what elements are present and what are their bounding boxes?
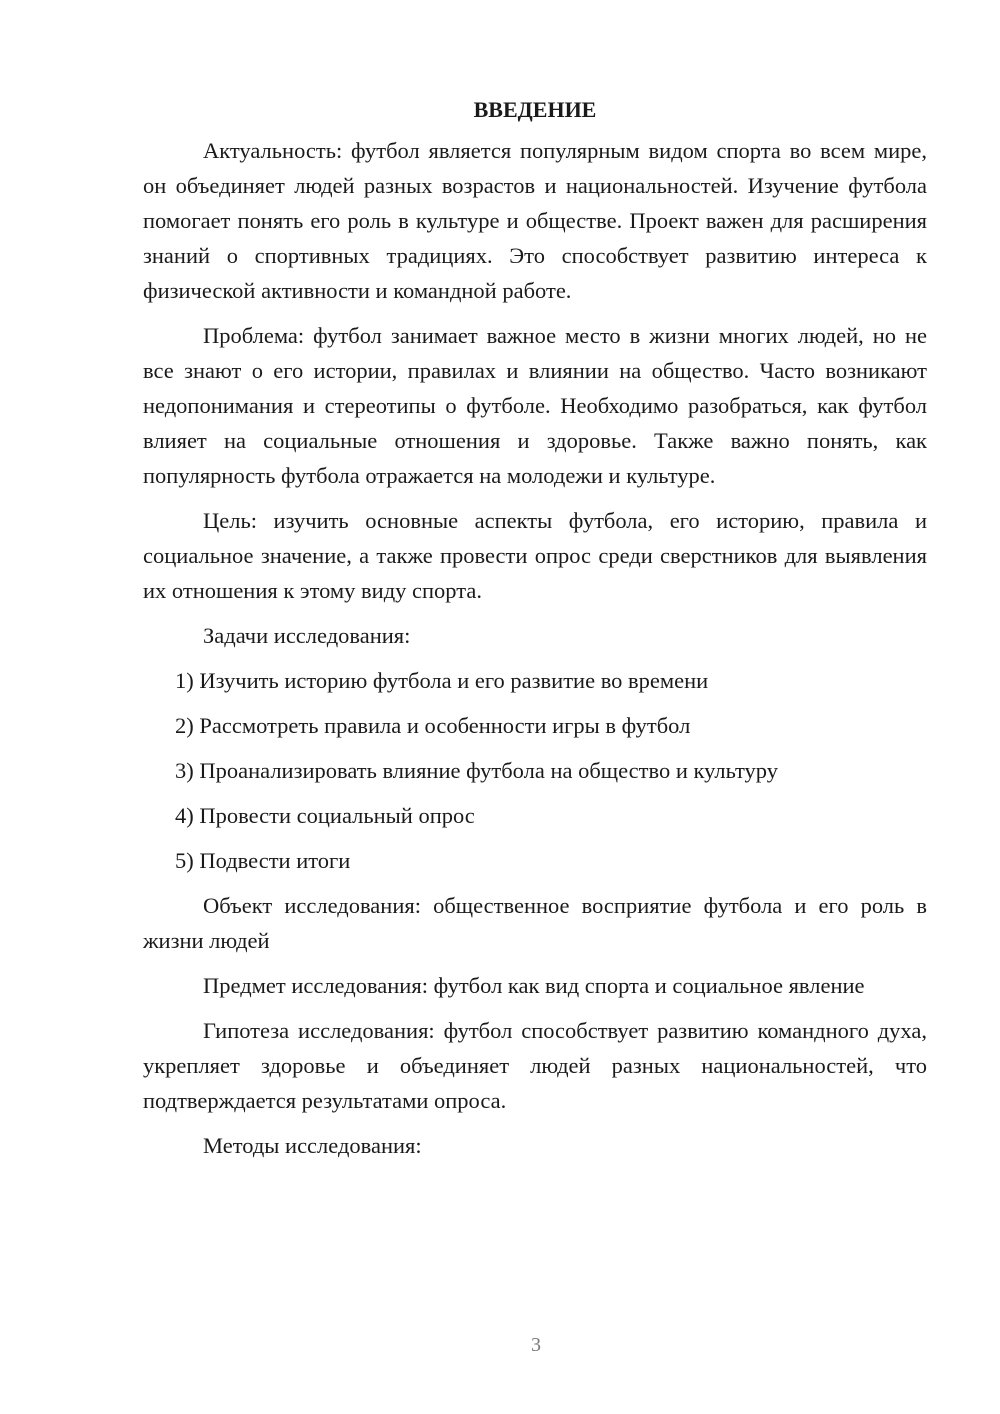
document-page	[143, 92, 927, 1173]
page-number: 3	[531, 1334, 541, 1356]
list-item: 5) Подвести итоги	[175, 848, 351, 873]
list-item: 1) Изучить историю футбола и его развитие во времени	[175, 668, 709, 693]
paragraph-object: Объект исследования: общественное восприятие футбола и его роль в жизни людей	[143, 893, 927, 953]
list-item: 3) Проанализировать влияние футбола на общество и культуру	[175, 758, 779, 783]
paragraph-subject: Предмет исследования: футбол как вид спорта и социальное явление	[203, 973, 865, 998]
paragraph-goal: Цель: изучить основные аспекты футбола, его историю, правила и социальное значение, а также провести опрос среди сверстников для выявления их отношения к этому виду спорта.	[143, 508, 927, 603]
methods-heading: Методы исследования:	[203, 1133, 422, 1158]
paragraph-problem: Проблема: футбол занимает важное место в жизни многих людей, но не все знают о его истории, правилах и влиянии на общество. Часто возникают недопонимания и стереотипы о футболе. Необходимо разобраться, как футбол влияет на социальные отношения и здоровье. Также важно понять, как популярность футбола отражается на молодежи и культуре.	[143, 323, 927, 488]
list-item: 2) Рассмотреть правила и особенности игры в футбол	[175, 713, 691, 738]
paragraph-relevance: Актуальность: футбол является популярным видом спорта во всем мире, он объединяет людей разных возрастов и национальностей. Изучение футбола помогает понять его роль в культуре и обществе. Проект важен для расширения знаний о спортивных традициях. Это способствует развитию интереса к физической активности и командной работе.	[143, 138, 927, 303]
section-title: ВВЕДЕНИЕ	[473, 97, 597, 122]
tasks-heading: Задачи исследования:	[203, 623, 411, 648]
list-item: 4) Провести социальный опрос	[175, 803, 475, 828]
paragraph-hypothesis: Гипотеза исследования: футбол способствует развитию командного духа, укрепляет здоровье и объединяет людей разных национальностей, что подтверждается результатами опроса.	[143, 1018, 927, 1113]
tasks-list	[143, 663, 927, 878]
